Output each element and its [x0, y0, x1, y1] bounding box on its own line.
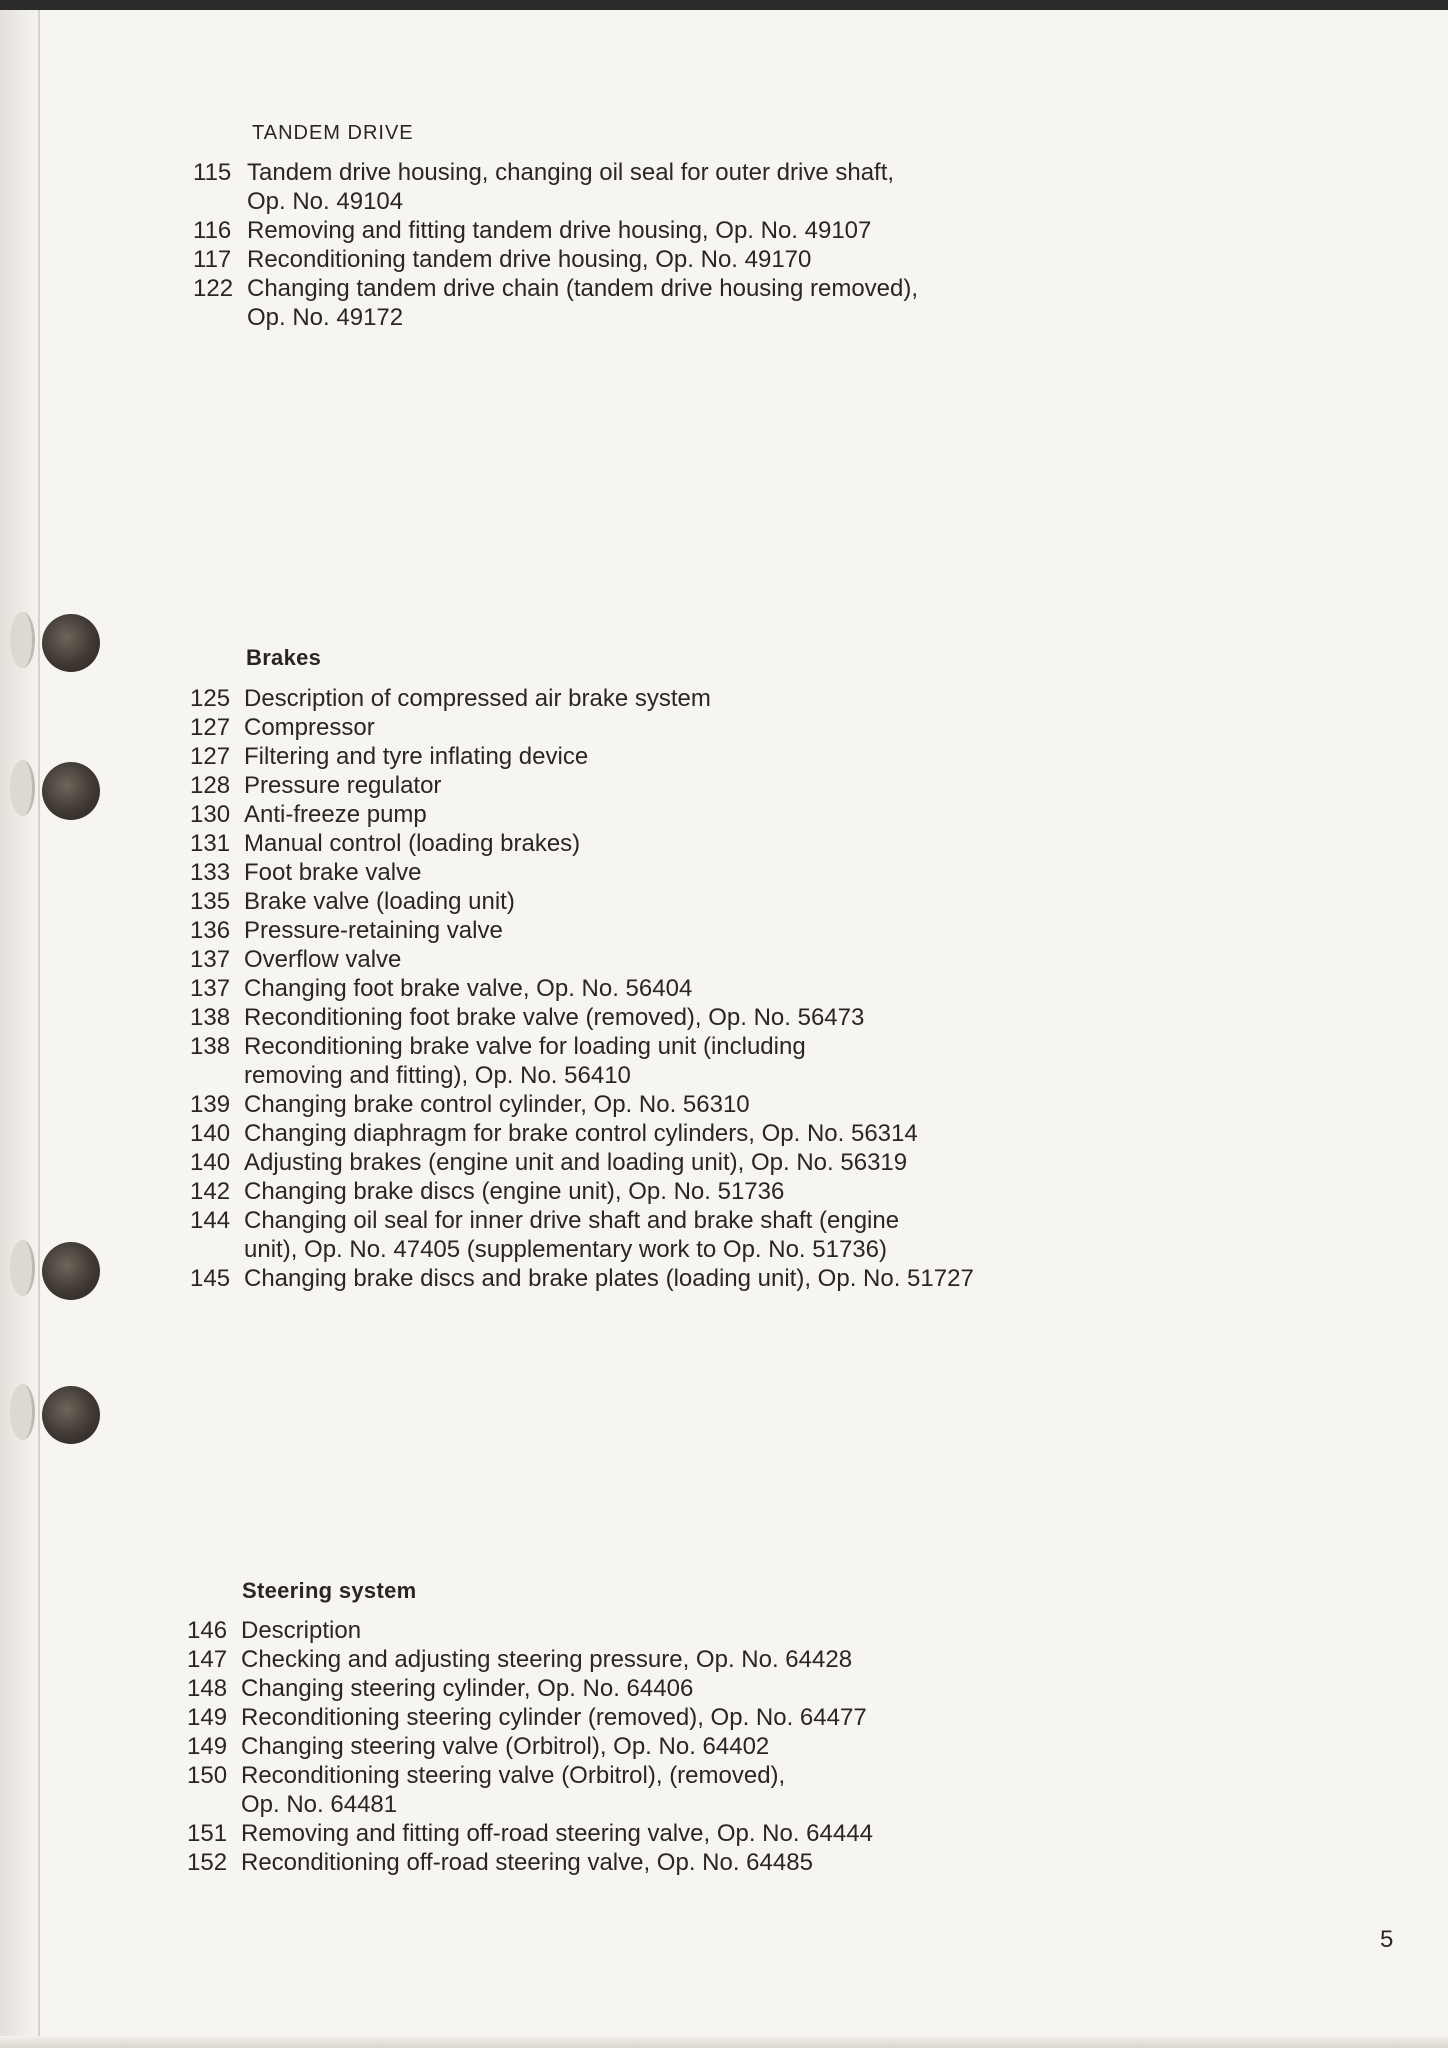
entry-title: Removing and fitting off-road steering valve, Op. No. 64444: [241, 1820, 873, 1847]
list-item: [187, 1819, 1137, 1848]
entry-title: Pressure-retaining valve: [244, 917, 503, 944]
entry-page-number: 138: [190, 1004, 231, 1031]
entry-title: Changing steering cylinder, Op. No. 64406: [241, 1675, 694, 1702]
entry-title: Changing brake discs and brake plates (loading unit), Op. No. 51727: [244, 1265, 974, 1292]
entry-page-number: 116: [193, 217, 232, 244]
entry-title: Changing foot brake valve, Op. No. 56404: [244, 975, 693, 1002]
list-item: [193, 216, 1093, 245]
entry-title: Changing steering valve (Orbitrol), Op. No. 64402: [241, 1733, 770, 1760]
punch-hole: [42, 614, 100, 672]
entry-title: Manual control (loading brakes): [244, 830, 581, 857]
entry-list-steering-system: [187, 1616, 1137, 1877]
entry-title: Changing oil seal for inner drive shaft and brake shaft (engine unit), Op. No. 47405 (supplementary work to Op. No. 51736): [244, 1207, 900, 1263]
entry-page-number: 146: [187, 1617, 228, 1644]
entry-list-brakes: [190, 684, 1140, 1293]
entry-page-number: 137: [190, 975, 231, 1002]
entry-page-number: 149: [187, 1733, 228, 1760]
entry-page-number: 135: [190, 888, 231, 915]
entry-page-number: 139: [190, 1091, 231, 1118]
entry-page-number: 125: [190, 685, 231, 712]
entry-title: Overflow valve: [244, 946, 402, 973]
list-item: [193, 245, 1093, 274]
entry-title: Reconditioning steering valve (Orbitrol), (removed), Op. No. 64481: [241, 1762, 786, 1818]
list-item: [190, 684, 1140, 713]
section-heading-brakes: Brakes: [246, 645, 322, 670]
entry-page-number: 137: [190, 946, 231, 973]
binder-ring-shadow: [10, 1384, 35, 1440]
entry-title: Anti-freeze pump: [244, 801, 427, 828]
list-item: [193, 274, 1093, 332]
entry-title: Description of compressed air brake system: [244, 685, 711, 712]
list-item: [187, 1645, 1137, 1674]
list-item: [190, 800, 1140, 829]
entry-page-number: 140: [190, 1149, 231, 1176]
punch-hole: [42, 762, 100, 820]
list-item: [187, 1848, 1137, 1877]
entry-title: Pressure regulator: [244, 772, 442, 799]
entry-page-number: 147: [187, 1646, 228, 1673]
punch-hole: [42, 1242, 100, 1300]
list-item: [187, 1674, 1137, 1703]
list-item: [190, 1264, 1140, 1293]
entry-page-number: 150: [187, 1762, 228, 1789]
list-item: [190, 829, 1140, 858]
section-heading-steering-system: Steering system: [242, 1578, 417, 1603]
page-bottom-edge: [0, 2036, 1448, 2048]
list-item: [187, 1616, 1137, 1645]
list-item: [190, 858, 1140, 887]
entry-page-number: 128: [190, 772, 231, 799]
list-item: [190, 1090, 1140, 1119]
entry-title: Changing brake discs (engine unit), Op. No. 51736: [244, 1178, 785, 1205]
list-item: [190, 1177, 1140, 1206]
entry-title: Compressor: [244, 714, 375, 741]
entry-title: Reconditioning brake valve for loading unit (including removing and fitting), Op. No. 56410: [244, 1033, 806, 1089]
entry-title: Brake valve (loading unit): [244, 888, 515, 915]
binder-ring-shadow: [10, 612, 35, 668]
binder-ring-shadow: [10, 1240, 35, 1296]
entry-title: Changing brake control cylinder, Op. No. 56310: [244, 1091, 750, 1118]
entry-page-number: 140: [190, 1120, 231, 1147]
entry-page-number: 115: [193, 159, 232, 186]
entry-page-number: 131: [190, 830, 231, 857]
entry-page-number: 144: [190, 1207, 231, 1234]
entry-title: Changing diaphragm for brake control cylinders, Op. No. 56314: [244, 1120, 918, 1147]
entry-list-tandem-drive: [193, 158, 1093, 332]
page-number: 5: [1380, 1926, 1394, 1953]
entry-page-number: 133: [190, 859, 231, 886]
binding-edge-line: [38, 10, 40, 2048]
list-item: [190, 1148, 1140, 1177]
list-item: [190, 713, 1140, 742]
entry-page-number: 142: [190, 1178, 231, 1205]
entry-page-number: 136: [190, 917, 231, 944]
entry-page-number: 117: [193, 246, 232, 273]
list-item: [190, 887, 1140, 916]
list-item: [190, 1032, 1140, 1090]
list-item: [190, 1119, 1140, 1148]
entry-title: Description: [241, 1617, 362, 1644]
entry-title: Adjusting brakes (engine unit and loading unit), Op. No. 56319: [244, 1149, 908, 1176]
entry-page-number: 152: [187, 1849, 228, 1876]
entry-title: Removing and fitting tandem drive housing, Op. No. 49107: [247, 217, 872, 244]
list-item: [190, 771, 1140, 800]
entry-title: Tandem drive housing, changing oil seal for outer drive shaft, Op. No. 49104: [247, 159, 895, 215]
list-item: [190, 916, 1140, 945]
punch-hole: [42, 1386, 100, 1444]
entry-title: Reconditioning tandem drive housing, Op. No. 49170: [247, 246, 812, 273]
list-item: [190, 974, 1140, 1003]
binder-ring-shadow: [10, 760, 35, 816]
entry-page-number: 127: [190, 714, 231, 741]
entry-page-number: 138: [190, 1033, 231, 1060]
list-item: [187, 1761, 1137, 1819]
entry-page-number: 149: [187, 1704, 228, 1731]
list-item: [193, 158, 1093, 216]
binding-margin: [0, 10, 42, 2048]
list-item: [187, 1703, 1137, 1732]
entry-page-number: 122: [193, 275, 234, 302]
list-item: [190, 1003, 1140, 1032]
entry-title: Foot brake valve: [244, 859, 422, 886]
section-heading-tandem-drive: TANDEM DRIVE: [252, 122, 414, 144]
entry-title: Reconditioning steering cylinder (removed), Op. No. 64477: [241, 1704, 867, 1731]
entry-page-number: 130: [190, 801, 231, 828]
list-item: [190, 945, 1140, 974]
entry-title: Reconditioning foot brake valve (removed), Op. No. 56473: [244, 1004, 865, 1031]
list-item: [190, 742, 1140, 771]
entry-page-number: 148: [187, 1675, 228, 1702]
entry-page-number: 127: [190, 743, 231, 770]
list-item: [190, 1206, 1140, 1264]
entry-title: Changing tandem drive chain (tandem drive housing removed), Op. No. 49172: [247, 275, 919, 331]
entry-title: Reconditioning off-road steering valve, Op. No. 64485: [241, 1849, 813, 1876]
entry-page-number: 145: [190, 1265, 231, 1292]
list-item: [187, 1732, 1137, 1761]
entry-page-number: 151: [187, 1820, 228, 1847]
entry-title: Filtering and tyre inflating device: [244, 743, 589, 770]
page-top-edge: [0, 0, 1448, 10]
entry-title: Checking and adjusting steering pressure, Op. No. 64428: [241, 1646, 853, 1673]
